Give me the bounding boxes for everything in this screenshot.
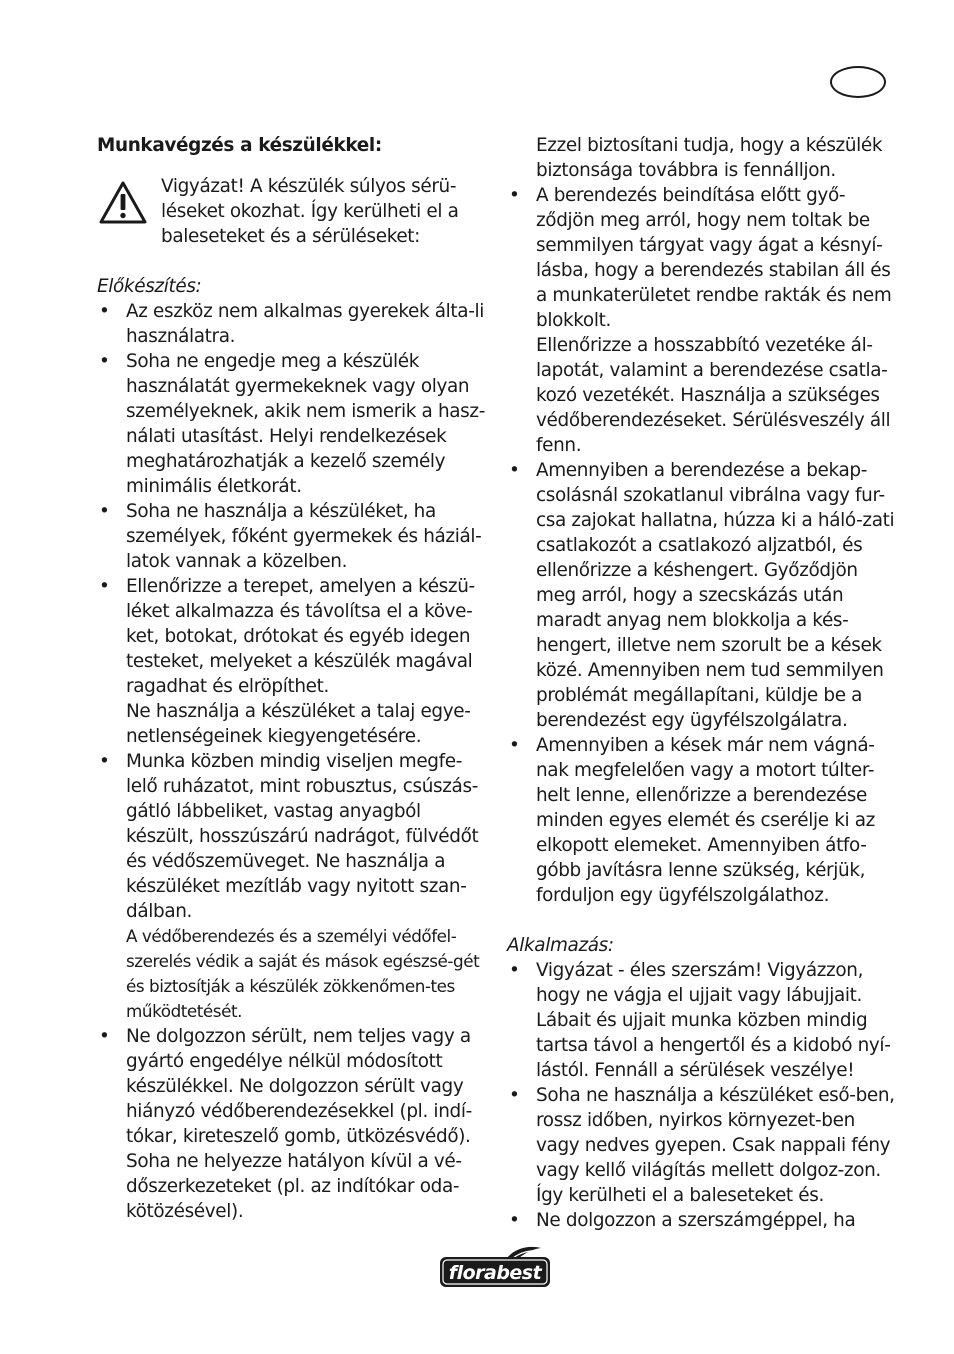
list-item-text: Vigyázat - éles szerszám! Vigyázzon, hogy ne vágja el ujjait vagy lábujjait. Lábait és ujjait munka közben mindig tartsa távol a hengertől és a kidobó nyí-lástól. Fennáll a sérülések veszélye! bbox=[536, 960, 891, 1081]
language-marker-oval bbox=[830, 66, 886, 98]
list-item-text: Munka közben mindig viseljen megfe-lelő ruházatot, mint robusztus, csúszás-gátló lábbeliket, vastag anyagból készült, hosszúszárú nadrágot, fülvédőt és védőszemüveget. Ne használja a készüléket mezítláb vagy nyitott szan-dálban. bbox=[126, 751, 479, 922]
list-item-text: Amennyiben a kések már nem vágná-nak megfelelően vagy a motort túlter-helt lenne, ellenőrizze a berendezése minden egyes elemét és cserélje ki az elkopott elemeket. Amennyiben átfo-góbb javításra lenne szükség, kérjük, forduljon egy ügyfélszolgálathoz. bbox=[536, 735, 875, 906]
preparation-list bbox=[97, 299, 489, 1224]
list-item bbox=[97, 749, 489, 1024]
list-item-extra: Ellenőrizze a hosszabbító vezetéke ál-lapotát, valamint a berendezése csatla-kozó vezetékét. Használja a szükséges védőberendezéseket. Sérülésveszély áll fenn. bbox=[536, 335, 891, 456]
list-item bbox=[97, 299, 489, 349]
application-list bbox=[507, 958, 897, 1233]
section-heading: Munkavégzés a készülékkel: bbox=[97, 135, 382, 156]
application-label: Alkalmazás: bbox=[507, 935, 614, 956]
list-item bbox=[97, 349, 489, 499]
list-item-extra: A védőberendezés és a személyi védőfel-szerelés védik a saját és mások egészsé-gét és biztosítják a készülék zökkenőmen-tes működtetését. bbox=[126, 926, 480, 1021]
list-item-text: Ellenőrizze a terepet, amelyen a készü-léket alkalmazza és távolítsa el a köve-ket, botokat, drótokat és egyéb idegen testeket, melyeket a készülék magával ragadhat és elröpíthet. bbox=[126, 576, 475, 697]
warning-triangle-icon bbox=[98, 180, 148, 225]
continuation-text: Ezzel biztosítani tudja, hogy a készülék biztonsága továbbra is fennálljon. bbox=[536, 135, 883, 181]
list-item-text: Soha ne használja a készüléket, ha személyek, főként gyermekek és háziál-latok vannak a közelben. bbox=[126, 501, 482, 572]
warning-text: Vigyázat! A készülék súlyos sérü-léseket okozhat. Így kerülheti el a baleseteket és a sérüléseket: bbox=[161, 176, 459, 247]
list-item bbox=[97, 499, 489, 574]
list-item-extra: Ne használja a készüléket a talaj egye-netlenségeinek kiegyengetésére. bbox=[126, 701, 471, 747]
florabest-logo bbox=[437, 1245, 555, 1291]
left-column bbox=[97, 133, 489, 1224]
list-item-text: Ne dolgozzon a szerszámgéppel, ha bbox=[536, 1210, 856, 1231]
warning-block bbox=[97, 174, 489, 249]
list-item-text: Amennyiben a berendezése a bekap-csolásnál szokatlanul vibrálna vagy fur-csa zajokat hallatna, húzza ki a háló-zati csatlakozót a csatlakozó aljzatból, és ellenőrizze a késhengert. Győződjön meg arról, hogy a szecskázás után maradt anyag nem blokkolja a kés-hengert, illetve nem szorult be a kések közé. Amennyiben nem tud semmilyen problémát megállapítani, küldje be a berendezést egy ügyfélszolgálatra. bbox=[536, 460, 895, 731]
list-item-text: Soha ne engedje meg a készülék használatát gyermekeknek vagy olyan személyeknek, akik nem ismerik a hasz-nálati utasítást. Helyi rendelkezések meghatározhatják a kezelő személy minimális életkorát. bbox=[126, 351, 486, 497]
list-item-text: A berendezés beindítása előtt győ-ződjön meg arról, hogy nem toltak be semmilyen tárgyat vagy ágat a késnyí-lásba, hogy a berendezés stabilan áll és a munkaterületet rendbe rakták és nem blokkolt. bbox=[536, 185, 892, 331]
list-item bbox=[507, 733, 897, 908]
list-item bbox=[97, 1024, 489, 1224]
list-item bbox=[97, 574, 489, 749]
list-item bbox=[507, 1083, 897, 1208]
list-item bbox=[507, 458, 897, 733]
list-item-continuation bbox=[507, 133, 897, 183]
list-item bbox=[507, 183, 897, 458]
list-item-text: Ne dolgozzon sérült, nem teljes vagy a gyártó engedélye nélkül módosított készülékkel. Ne dolgozzon sérült vagy hiányzó védőberendezésekkel (pl. indí-tókar, kireteszelő gomb, ütközésvédő). Soha ne helyezze hatályon kívül a vé-dőszerkezeteket (pl. az indítókar oda-kötözésével). bbox=[126, 1026, 472, 1222]
preparation-label: Előkészítés: bbox=[97, 276, 202, 297]
logo-text: florabest bbox=[448, 1262, 542, 1284]
list-item bbox=[507, 1208, 897, 1233]
right-column bbox=[507, 133, 897, 1233]
list-item-text: Soha ne használja a készüléket eső-ben, rossz időben, nyirkos környezet-ben vagy nedves gyepen. Csak nappali fény vagy kellő világítás mellett dolgoz-zon. Így kerülheti el a baleseteket és. bbox=[536, 1085, 895, 1206]
list-item-text: Az eszköz nem alkalmas gyerekek álta-li használatra. bbox=[126, 301, 485, 347]
continuation-list bbox=[507, 133, 897, 908]
list-item bbox=[507, 958, 897, 1083]
